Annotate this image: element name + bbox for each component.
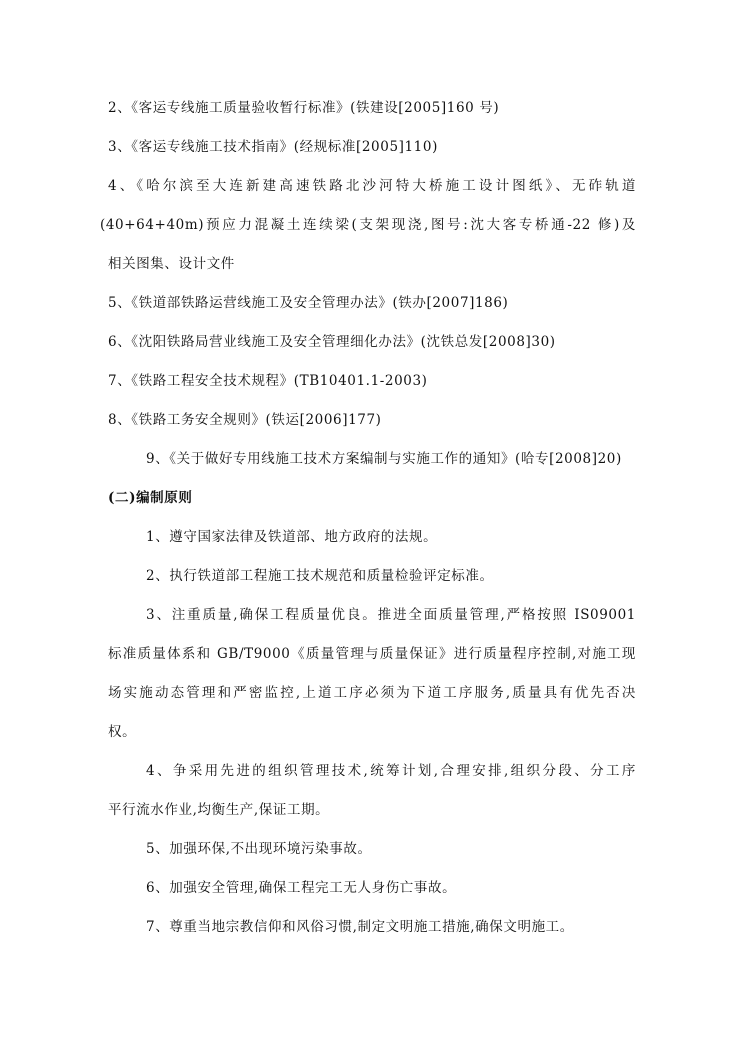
principle-3-line2: 标准质量体系和 GB/T9000《质量管理与质量保证》进行质量程序控制,对施工现 — [108, 646, 636, 662]
reference-item-8: 8、《铁路工务安全规则》(铁运[2006]177) — [108, 412, 382, 428]
principle-3-line3: 场实施动态管理和严密监控,上道工序必须为下道工序服务,质量具有优先否决 — [108, 685, 636, 701]
principle-5: 5、加强环保,不出现环境污染事故。 — [146, 841, 372, 857]
reference-item-4-line2: (40+64+40m)预应力混凝土连续梁(支架现浇,图号:沈大客专桥通-22 修)及 — [100, 217, 636, 233]
reference-item-3: 3、《客运专线施工技术指南》(经规标准[2005]110) — [108, 139, 438, 155]
reference-item-4-line1: 4、《哈尔滨至大连新建高速铁路北沙河特大桥施工设计图纸》、无砟轨道 — [108, 178, 636, 194]
reference-item-7: 7、《铁路工程安全技术规程》(TB10401.1-2003) — [108, 373, 428, 389]
principle-7: 7、尊重当地宗教信仰和风俗习惯,制定文明施工措施,确保文明施工。 — [146, 919, 574, 935]
reference-item-6: 6、《沈阳铁路局营业线施工及安全管理细化办法》(沈铁总发[2008]30) — [108, 334, 556, 350]
reference-item-4-line3: 相关图集、设计文件 — [108, 256, 235, 272]
principle-4-line1: 4、争采用先进的组织管理技术,统筹计划,合理安排,组织分段、分工序 — [146, 763, 636, 779]
reference-item-2: 2、《客运专线施工质量验收暂行标准》(铁建设[2005]160 号) — [108, 100, 500, 116]
principle-3-line4: 权。 — [108, 724, 137, 740]
principle-1: 1、遵守国家法律及铁道部、地方政府的法规。 — [146, 529, 438, 545]
section-heading: (二)编制原则 — [108, 490, 193, 506]
principle-2: 2、执行铁道部工程施工技术规范和质量检验评定标准。 — [146, 568, 494, 584]
principle-3-line1: 3、注重质量,确保工程质量优良。推进全面质量管理,严格按照 IS09001 — [146, 607, 636, 623]
reference-item-9: 9、《关于做好专用线施工技术方案编制与实施工作的通知》(哈专[2008]20) — [146, 451, 622, 467]
principle-6: 6、加强安全管理,确保工程完工无人身伤亡事故。 — [146, 880, 457, 896]
reference-item-5: 5、《铁道部铁路运营线施工及安全管理办法》(铁办[2007]186) — [108, 295, 509, 311]
principle-4-line2: 平行流水作业,均衡生产,保证工期。 — [108, 802, 330, 818]
